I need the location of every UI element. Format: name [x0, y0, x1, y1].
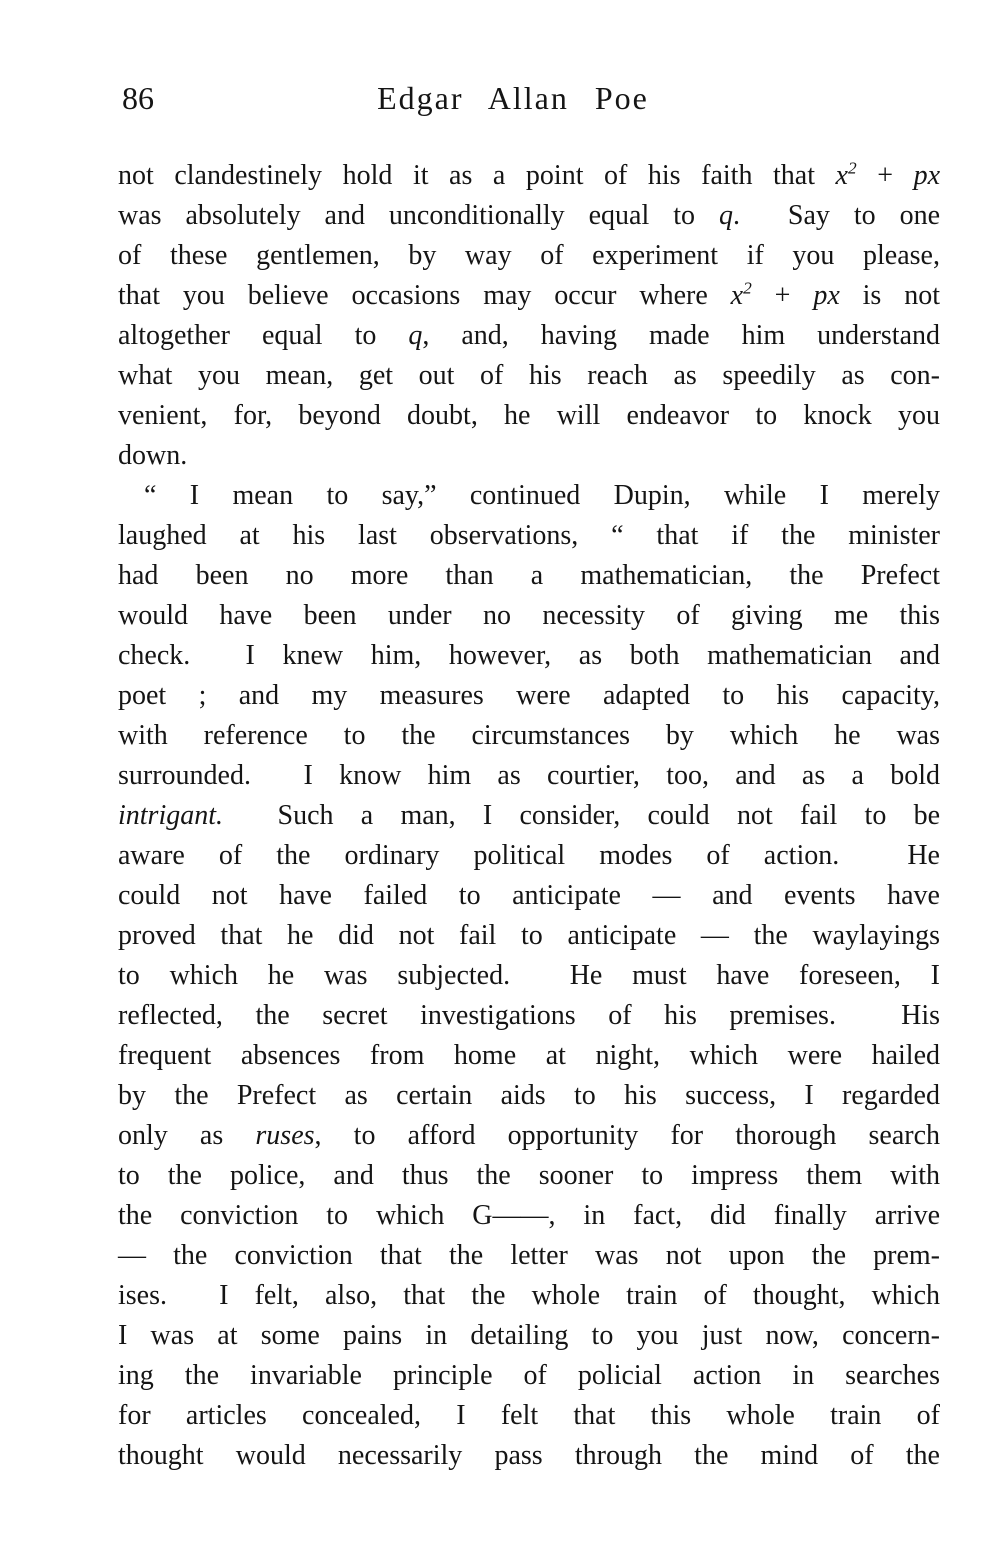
text-line: proved that he did not fail to anticipate — the waylayings: [118, 920, 940, 951]
text-line: altogether equal to q, and, having made him understand: [118, 320, 940, 351]
text-line: laughed at his last observations, “ that if the minister: [118, 520, 940, 551]
text-line: poet ; and my measures were adapted to his capacity,: [118, 680, 940, 711]
text-line: of these gentlemen, by way of experiment if you please,: [118, 240, 940, 271]
body-text: [118, 156, 940, 1476]
text-line: thought would necessarily pass through the mind of the: [118, 1440, 940, 1471]
text-line: ises. I felt, also, that the whole train of thought, which: [118, 1280, 940, 1311]
page-number: 86: [122, 80, 154, 116]
text-line: check. I knew him, however, as both mathematician and: [118, 640, 940, 671]
text-line: what you mean, get out of his reach as speedily as con-: [118, 360, 940, 391]
text-line: the conviction to which G——, in fact, did finally arrive: [118, 1200, 940, 1231]
text-line: “ I mean to say,” continued Dupin, while I merely: [144, 480, 940, 511]
text-line: only as ruses, to afford opportunity for thorough search: [118, 1120, 941, 1151]
text-line: would have been under no necessity of giving me this: [118, 600, 940, 631]
text-line: to which he was subjected. He must have foreseen, I: [118, 960, 940, 991]
text-line: I was at some pains in detailing to you just now, concern-: [118, 1320, 940, 1351]
text-line: was absolutely and unconditionally equal to q. Say to one: [118, 200, 940, 231]
text-line: — the conviction that the letter was not upon the prem-: [118, 1240, 940, 1271]
text-line: ing the invariable principle of policial action in searches: [118, 1360, 940, 1391]
running-header: Edgar Allan Poe: [377, 80, 649, 116]
text-line: by the Prefect as certain aids to his success, I regarded: [118, 1080, 940, 1111]
text-line: intrigant. Such a man, I consider, could not fail to be: [118, 800, 940, 831]
text-line: with reference to the circumstances by which he was: [118, 720, 940, 751]
text-line: could not have failed to anticipate — and events have: [118, 880, 940, 911]
text-line: to the police, and thus the sooner to impress them with: [118, 1160, 940, 1191]
text-line: down.: [118, 440, 188, 471]
text-line: not clandestinely hold it as a point of his faith that $x^2$ + px: [118, 158, 940, 191]
text-line: that you believe occasions may occur where $x^2$ + px is not: [118, 278, 940, 311]
text-line: for articles concealed, I felt that this whole train of: [118, 1400, 940, 1431]
text-line: surrounded. I know him as courtier, too, and as a bold: [118, 760, 940, 791]
text-line: reflected, the secret investigations of his premises. His: [118, 1000, 940, 1031]
text-line: venient, for, beyond doubt, he will endeavor to knock you: [118, 400, 940, 431]
text-line: aware of the ordinary political modes of action. He: [118, 840, 940, 871]
text-line: had been no more than a mathematician, the Prefect: [118, 560, 940, 591]
text-line: frequent absences from home at night, which were hailed: [118, 1040, 940, 1071]
